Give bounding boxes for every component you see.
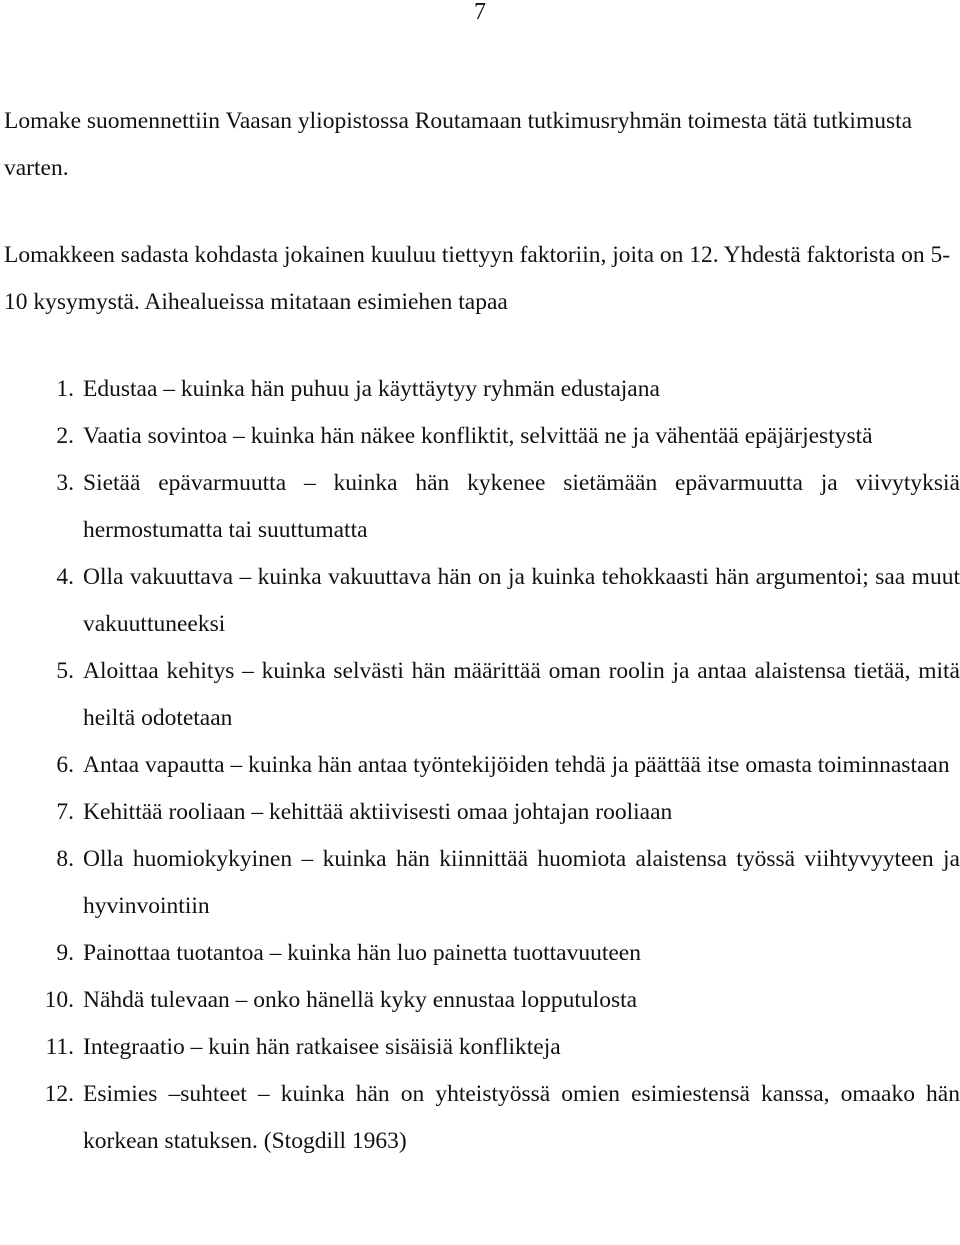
list-item-text: Olla vakuuttava – kuinka vakuuttava hän on ja kuinka tehokkaasti hän argumentoi; saa muut vakuuttuneeksi bbox=[83, 564, 960, 637]
list-item bbox=[0, 1071, 960, 1165]
page-number: 7 bbox=[474, 0, 486, 25]
intro-paragraph: Lomake suomennettiin Vaasan yliopistossa Routamaan tutkimusryhmän toimesta tätä tutkimusta varten. bbox=[4, 108, 913, 181]
list-item-text: Sietää epävarmuutta – kuinka hän kykenee sietämään epävarmuutta ja viivytyksiä hermostumatta tai suuttumatta bbox=[83, 470, 960, 543]
list-item-number: 9. bbox=[56, 940, 74, 966]
list-item bbox=[0, 836, 960, 930]
list-item bbox=[0, 648, 960, 742]
list-item-text: Kehittää rooliaan – kehittää aktiivisesti omaa johtajan rooliaan bbox=[83, 799, 673, 825]
list-item-number: 11. bbox=[45, 1034, 74, 1060]
list-item bbox=[0, 366, 960, 413]
list-item bbox=[0, 977, 960, 1024]
list-item bbox=[0, 460, 960, 554]
list-item bbox=[0, 413, 960, 460]
factor-list bbox=[0, 366, 960, 1165]
factor-paragraph: Lomakkeen sadasta kohdasta jokainen kuuluu tiettyyn faktoriin, joita on 12. Yhdestä faktorista on 5-10 kysymystä. Aihealueissa mitataan esimiehen tapaa bbox=[4, 242, 951, 315]
list-item-text: Aloittaa kehitys – kuinka selvästi hän määrittää oman roolin ja antaa alaistensa tietää, mitä heiltä odotetaan bbox=[83, 658, 960, 731]
list-item-number: 4. bbox=[56, 564, 74, 590]
list-item-text: Edustaa – kuinka hän puhuu ja käyttäytyy ryhmän edustajana bbox=[83, 376, 660, 402]
list-item-number: 1. bbox=[56, 376, 74, 402]
list-item-number: 12. bbox=[44, 1081, 74, 1107]
list-item-number: 8. bbox=[56, 846, 74, 872]
list-item-text: Painottaa tuotantoa – kuinka hän luo painetta tuottavuuteen bbox=[83, 940, 641, 966]
list-item-number: 5. bbox=[56, 658, 74, 684]
list-item-text: Antaa vapautta – kuinka hän antaa työntekijöiden tehdä ja päättää itse omasta toiminnastaan bbox=[83, 752, 950, 778]
list-item-number: 10. bbox=[44, 987, 74, 1013]
list-item-text: Olla huomiokykyinen – kuinka hän kiinnittää huomiota alaistensa työssä viihtyvyyteen ja hyvinvointiin bbox=[83, 846, 960, 919]
list-item bbox=[0, 789, 960, 836]
list-item bbox=[0, 554, 960, 648]
list-item bbox=[0, 930, 960, 977]
list-item bbox=[0, 1024, 960, 1071]
list-item-text: Vaatia sovintoa – kuinka hän näkee konfliktit, selvittää ne ja vähentää epäjärjestystä bbox=[83, 423, 873, 449]
list-item-number: 2. bbox=[56, 423, 74, 449]
list-item-text: Esimies –suhteet – kuinka hän on yhteistyössä omien esimiestensä kanssa, omaako hän korkean statuksen. (Stogdill 1963) bbox=[83, 1081, 960, 1154]
list-item-text: Nähdä tulevaan – onko hänellä kyky ennustaa lopputulosta bbox=[83, 987, 638, 1013]
list-item-number: 7. bbox=[56, 799, 74, 825]
list-item-number: 3. bbox=[56, 470, 74, 496]
list-item bbox=[0, 742, 960, 789]
list-item-number: 6. bbox=[56, 752, 74, 778]
list-item-text: Integraatio – kuin hän ratkaisee sisäisiä konflikteja bbox=[83, 1034, 561, 1060]
